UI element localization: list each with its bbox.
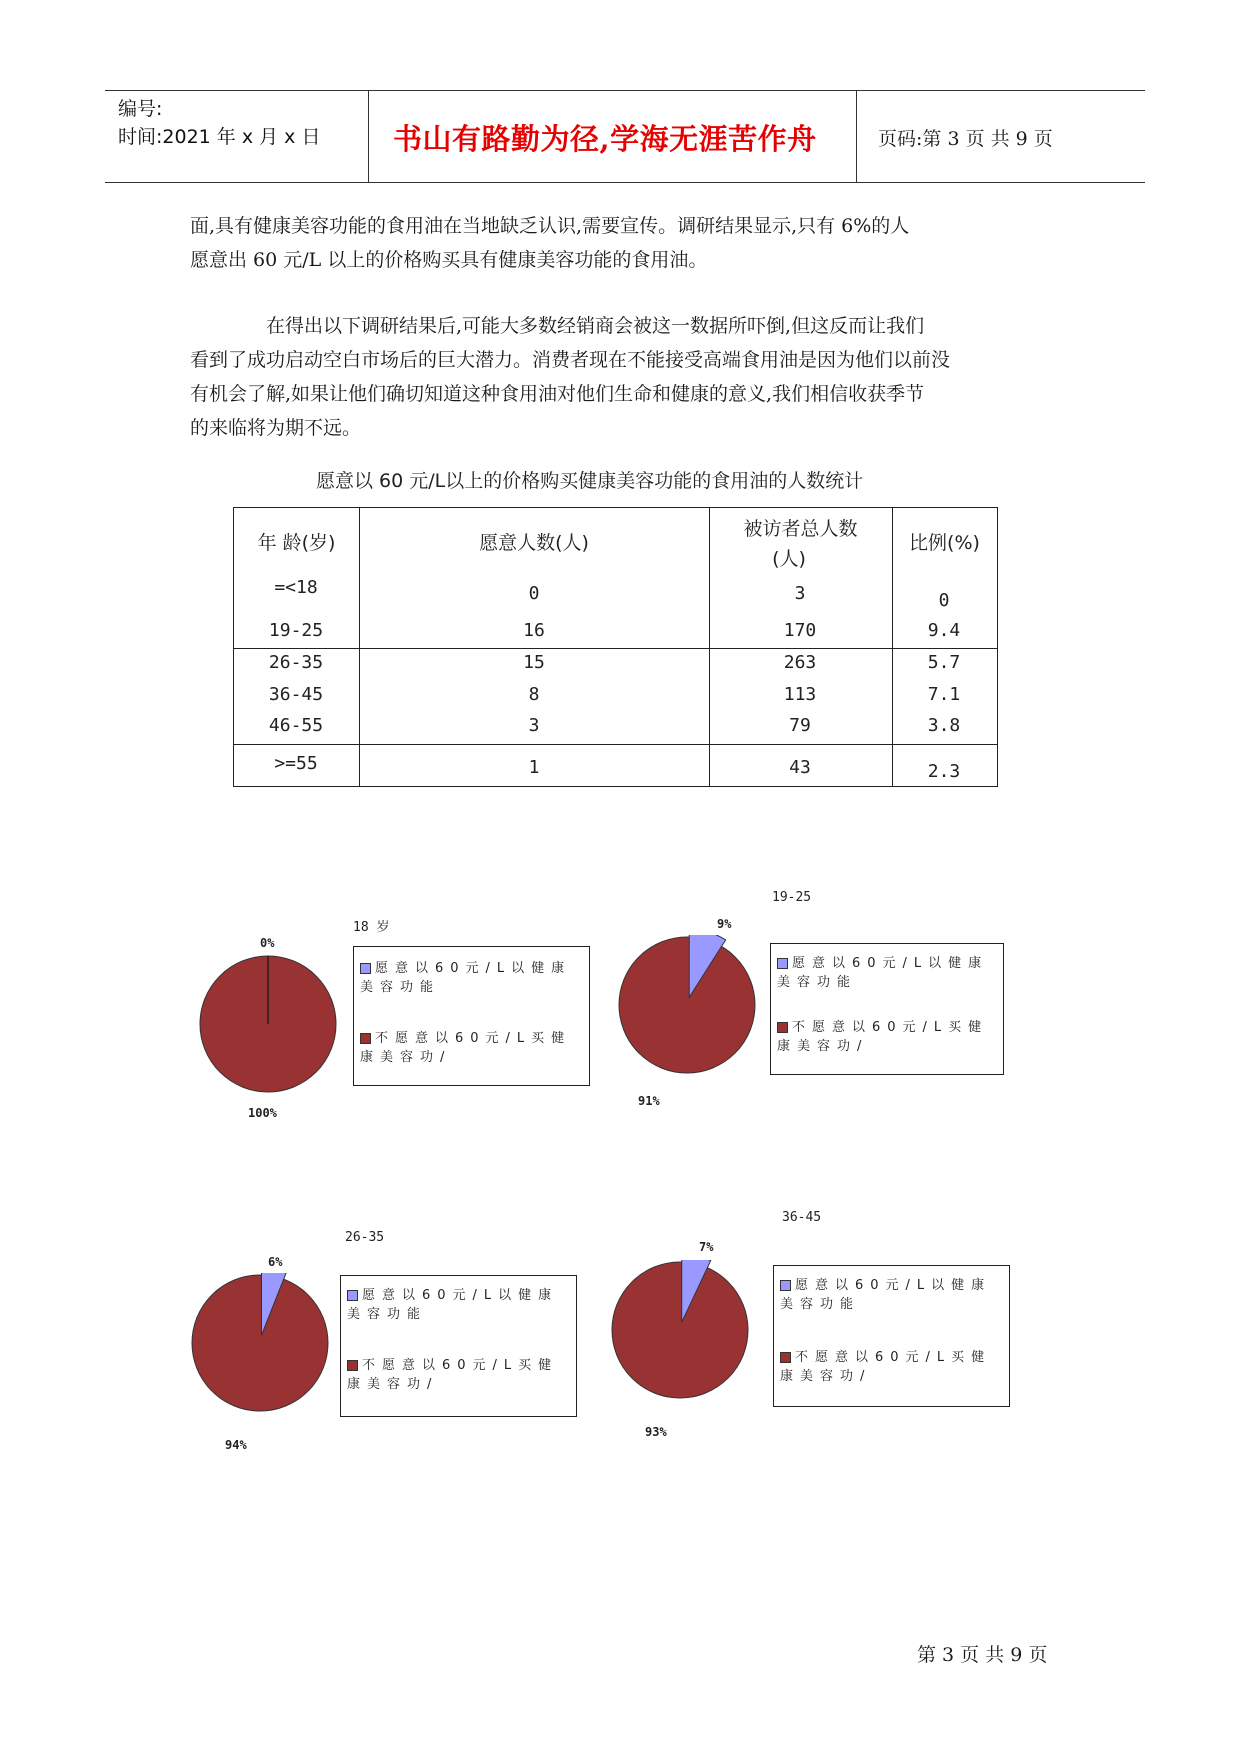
pie-chart-26-35 (185, 1225, 605, 1465)
paragraph-1 (190, 209, 1070, 277)
legend-swatch (347, 1290, 358, 1301)
legend-item-willing (360, 959, 583, 997)
legend-swatch (780, 1352, 791, 1363)
slice-label-willing: 7% (699, 1240, 714, 1254)
pie-slice-unwilling (192, 1275, 328, 1411)
pie-svg (190, 1273, 330, 1413)
cell-age: 19-25 (268, 620, 324, 641)
paragraph-2 (190, 309, 1070, 445)
footer-page-info: 第 3 页 共 9 页 (917, 1644, 1048, 1666)
cell-ratio: 3.8 (927, 715, 961, 736)
cell-ratio: 9.4 (927, 620, 961, 641)
chart-title: 26-35 (345, 1230, 385, 1245)
pie-svg (610, 1260, 750, 1400)
legend-item-willing (347, 1286, 570, 1324)
legend-swatch (780, 1280, 791, 1291)
cell-willing: 3 (528, 715, 540, 736)
legend-label: 不愿意以60元/L买健康美容功/ (360, 1031, 572, 1065)
header-divider-2 (856, 90, 857, 182)
slice-label-unwilling: 91% (638, 1094, 660, 1108)
pie-slice-unwilling (612, 1262, 748, 1398)
chart-legend (770, 943, 1004, 1075)
legend-swatch (777, 1022, 788, 1033)
cell-total: 113 (783, 684, 817, 705)
cell-total: 79 (789, 715, 811, 736)
header-age: 年 龄(岁) (257, 532, 336, 554)
slice-label-unwilling: 94% (225, 1438, 247, 1452)
legend-item-unwilling (780, 1348, 1003, 1386)
slice-label-willing: 0% (260, 936, 275, 950)
slice-label-unwilling: 100% (248, 1106, 277, 1120)
paragraph-line: 有机会了解,如果让他们确切知道这种食用油对他们生命和健康的意义,我们相信收获季节 (190, 383, 925, 405)
table-title: 愿意以 60 元/L以上的价格购买健康美容功能的食用油的人数统计 (316, 470, 864, 492)
pie-chart-18 (190, 910, 610, 1125)
paragraph-line: 在得出以下调研结果后,可能大多数经销商会被这一数据所吓倒,但这反而让我们 (266, 315, 925, 337)
legend-label: 不愿意以60元/L买健康美容功/ (347, 1358, 559, 1392)
paragraph-line: 看到了成功启动空白市场后的巨大潜力。消费者现在不能接受高端食用油是因为他们以前没 (190, 349, 951, 371)
statistics-table (233, 507, 998, 787)
pie-chart-36-45 (605, 1205, 1025, 1445)
header-bottom-rule (105, 182, 1145, 183)
header-total-line1: 被访者总人数 (743, 518, 858, 540)
cell-ratio: 7.1 (927, 684, 961, 705)
header-ratio: 比例(%) (909, 532, 980, 554)
table-row-divider (234, 744, 997, 745)
chart-title: 36-45 (782, 1210, 822, 1225)
legend-item-unwilling (777, 1018, 997, 1056)
cell-willing: 15 (523, 652, 545, 673)
legend-item-willing (780, 1276, 1003, 1314)
cell-total: 263 (783, 652, 817, 673)
header-divider-1 (368, 90, 369, 182)
legend-swatch (360, 963, 371, 974)
cell-total: 3 (794, 583, 806, 604)
chart-legend (773, 1265, 1010, 1407)
legend-label: 不愿意以60元/L买健康美容功/ (780, 1350, 992, 1384)
pie-svg (198, 954, 338, 1094)
cell-willing: 16 (523, 620, 545, 641)
legend-label: 愿意以60元/L以健康美容功能 (777, 956, 989, 990)
cell-age: =<18 (274, 577, 318, 598)
legend-item-unwilling (360, 1029, 583, 1067)
cell-age: 46-55 (268, 715, 324, 736)
header-page-info: 页码:第 3 页 共 9 页 (878, 128, 1053, 150)
legend-label: 愿意以60元/L以健康美容功能 (780, 1278, 992, 1312)
cell-age: 36-45 (268, 684, 324, 705)
paragraph-line: 面,具有健康美容功能的食用油在当地缺乏认识,需要宣传。调研结果显示,只有 6%的人 (190, 215, 910, 237)
legend-swatch (360, 1033, 371, 1044)
pie-svg (617, 935, 757, 1075)
document-date: 时间:2021 年 x 月 x 日 (118, 126, 321, 148)
header-motto: 书山有路勤为径,学海无涯苦作舟 (393, 122, 817, 156)
cell-ratio: 5.7 (927, 652, 961, 673)
chart-legend (353, 946, 590, 1086)
legend-label: 愿意以60元/L以健康美容功能 (347, 1288, 559, 1322)
slice-label-willing: 6% (268, 1255, 283, 1269)
header-willing: 愿意人数(人) (479, 532, 589, 554)
table-row-divider (234, 648, 997, 649)
cell-total: 43 (789, 757, 811, 778)
cell-age: >=55 (274, 753, 318, 774)
cell-willing: 8 (528, 684, 540, 705)
legend-swatch (777, 958, 788, 969)
cell-ratio: 2.3 (927, 761, 961, 782)
cell-willing: 1 (528, 757, 540, 778)
chart-title: 19-25 (772, 890, 812, 905)
pie-chart-19-25 (612, 885, 1032, 1120)
pie-slice-unwilling (619, 937, 755, 1073)
paragraph-line: 愿意出 60 元/L 以上的价格购买具有健康美容功能的食用油。 (190, 249, 708, 271)
document-number-label: 编号: (118, 98, 163, 120)
cell-total: 170 (783, 620, 817, 641)
chart-legend (340, 1275, 577, 1417)
cell-ratio: 0 (938, 590, 950, 611)
chart-title: 18 岁 (353, 920, 390, 935)
header-top-rule (105, 90, 1145, 91)
legend-label: 愿意以60元/L以健康美容功能 (360, 961, 572, 995)
legend-swatch (347, 1360, 358, 1371)
cell-age: 26-35 (268, 652, 324, 673)
cell-willing: 0 (528, 583, 540, 604)
legend-label: 不愿意以60元/L买健康美容功/ (777, 1020, 989, 1054)
legend-item-willing (777, 954, 997, 992)
slice-label-willing: 9% (717, 917, 732, 931)
header-total-line2: (人) (772, 548, 806, 570)
slice-label-unwilling: 93% (645, 1425, 667, 1439)
paragraph-line: 的来临将为期不远。 (190, 417, 362, 439)
legend-item-unwilling (347, 1356, 570, 1394)
